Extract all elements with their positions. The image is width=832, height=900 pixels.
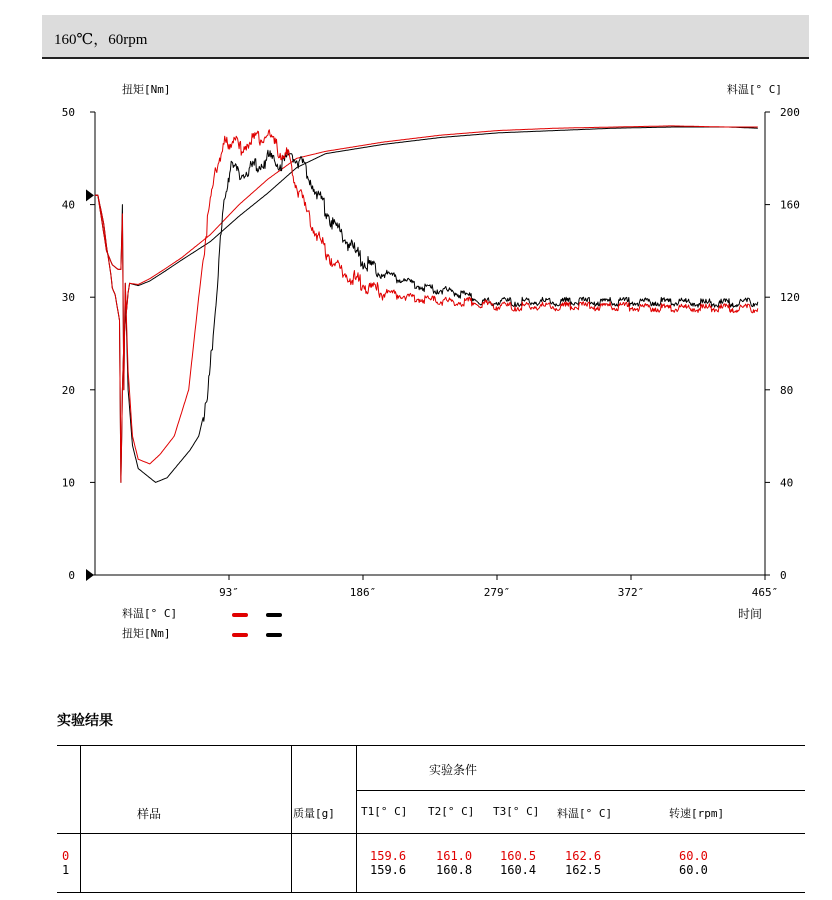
sample-header: 样品 — [137, 807, 162, 821]
axis-layer — [62, 106, 800, 599]
results-title: 实验结果 — [57, 713, 113, 729]
condition-header — [42, 15, 809, 59]
row-0-t2: 161.0 — [436, 849, 473, 863]
y2-axis-title: 料温[° C] — [726, 83, 782, 96]
t1-header: T1[° C] — [361, 805, 408, 818]
row-1-material-temp: 162.5 — [565, 863, 602, 877]
y2-tick-label: 120 — [780, 291, 800, 305]
x-tick-label: 186″ — [349, 586, 377, 599]
series-torque-sample-0 — [95, 130, 758, 464]
y-tick-label: 40 — [61, 198, 75, 212]
mass-header: 质量[g] — [293, 807, 335, 820]
y2-tick-label: 160 — [780, 198, 800, 212]
t3-header: T3[° C] — [493, 805, 540, 818]
legend-swatch-temperature-sample-0 — [232, 613, 248, 617]
t2-header: T2[° C] — [428, 805, 475, 818]
y2-tick-label: 200 — [780, 106, 800, 119]
legend-label-torque: 扭矩[Nm] — [122, 627, 171, 640]
y-tick-label: 20 — [61, 383, 75, 397]
row-0-t3: 160.5 — [500, 849, 537, 863]
legend-swatch-torque-sample-0 — [232, 633, 248, 637]
row-0-speed: 60.0 — [679, 849, 708, 863]
x-tick-label: 279″ — [483, 586, 511, 599]
row-0-t1: 159.6 — [370, 849, 407, 863]
row-0-id: 0 — [62, 849, 70, 863]
table-conditions-rule — [356, 790, 805, 791]
row-1-t1: 159.6 — [370, 863, 407, 877]
table-divider-3 — [356, 745, 357, 893]
legend-swatches — [232, 613, 282, 637]
table-header-rule — [57, 833, 805, 834]
row-1-id: 1 — [62, 863, 70, 877]
material-temp-header: 料温[° C] — [557, 807, 613, 820]
row-1-speed: 60.0 — [679, 863, 708, 877]
table-divider-1 — [80, 745, 81, 893]
y-tick-label: 30 — [61, 291, 75, 305]
y2-tick-label: 40 — [780, 476, 794, 490]
y-tick-label: 50 — [61, 106, 75, 119]
y-tick-label: 10 — [61, 476, 75, 490]
plot-frame — [95, 112, 765, 575]
table-bottom-rule — [57, 892, 805, 893]
x-axis-title: 时间 — [737, 607, 763, 621]
row-1-t2: 160.8 — [436, 863, 473, 877]
speed-header: 转速[rpm] — [669, 807, 725, 820]
condition-label: 160℃，60rpm — [54, 32, 148, 48]
series-torque-sample-1 — [95, 150, 758, 482]
x-tick-label: 372″ — [617, 586, 645, 599]
conditions-header: 实验条件 — [429, 763, 478, 777]
torque-start-marker — [86, 189, 94, 201]
x-tick-label: 93″ — [219, 586, 239, 599]
series-layer — [95, 126, 758, 483]
results-table — [57, 745, 805, 893]
y-tick-label: 0 — [68, 569, 75, 582]
zero-start-marker — [86, 569, 94, 581]
y2-tick-label: 80 — [780, 383, 794, 397]
row-1-t3: 160.4 — [500, 863, 537, 877]
legend-label-temperature: 料温[° C] — [122, 607, 178, 620]
table-divider-2 — [291, 745, 292, 893]
y-axis-title: 扭矩[Nm] — [122, 83, 171, 96]
table-top-rule — [57, 745, 805, 746]
row-0-material-temp: 162.6 — [565, 849, 602, 863]
x-tick-label: 465″ — [751, 586, 779, 599]
legend-swatch-temperature-sample-1 — [266, 613, 282, 617]
legend-swatch-torque-sample-1 — [266, 633, 282, 637]
rheometer-chart — [0, 60, 832, 650]
y2-tick-label: 0 — [780, 569, 787, 582]
